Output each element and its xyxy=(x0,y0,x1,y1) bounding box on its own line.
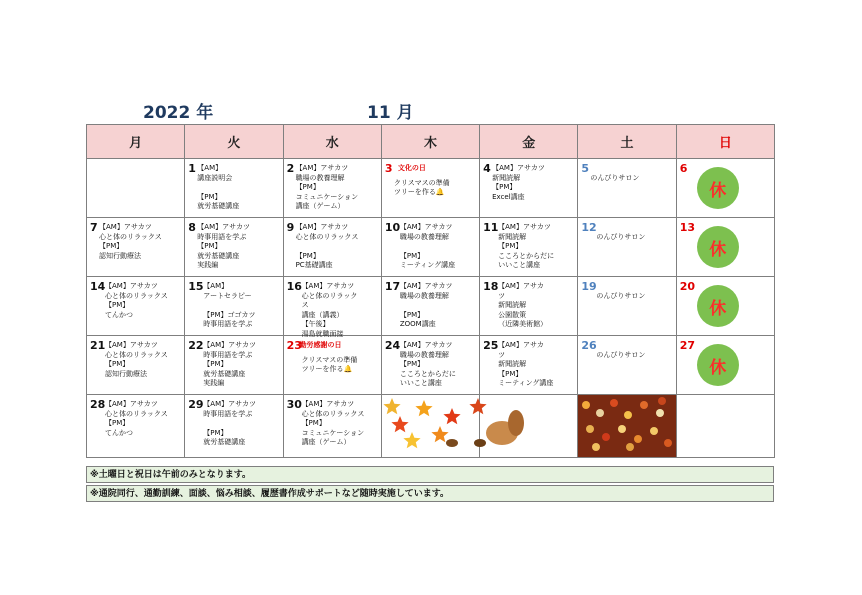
day-number: 27 xyxy=(679,339,695,352)
day-events: 【AM】アサカツ 職場の教養理解 【PM】 こころとからだに いいこと講座 xyxy=(399,341,456,387)
day-events: 【AM】アサカツ 心と体のリラックス 【PM】 PC基礎講座 xyxy=(295,223,359,269)
day-events: 【AM】アサカツ 時事用語を学ぶ 【PM】 就労基礎講座 実践編 xyxy=(203,341,256,387)
day-cell xyxy=(185,218,283,277)
weekday-thu: 木 xyxy=(381,125,479,159)
maple-leaf xyxy=(443,408,460,424)
pattern-dot xyxy=(610,399,618,407)
weekday-wed: 水 xyxy=(283,125,381,159)
day-number: 23 xyxy=(286,339,302,352)
maple-leaf xyxy=(431,426,448,442)
day-cell xyxy=(283,159,381,218)
day-number: 12 xyxy=(581,221,597,234)
day-events: 【AM】アサカツ 新聞読解 【PM】 Excel講座 xyxy=(492,164,545,201)
weekday-sat: 土 xyxy=(578,125,676,159)
day-number: 5 xyxy=(581,162,590,175)
autumn-pattern-illustration xyxy=(578,395,674,453)
weekday-header-row xyxy=(87,125,775,159)
day-cell xyxy=(87,159,185,218)
week-row xyxy=(87,336,775,395)
day-events: 【AM】アサカツ 心と体のリラックス 【PM】 コミュニケーション 講座（ゲーム） xyxy=(301,400,365,446)
maple-leaf xyxy=(391,416,408,432)
day-events: 【AM】アサカツ 心と体のリラックス 【PM】 てんかつ xyxy=(105,400,168,437)
day-cell xyxy=(283,218,381,277)
day-events: 【AM】アサカツ 新聞読解 【PM】 こころとからだに いいこと講座 xyxy=(498,223,555,269)
day-number: 17 xyxy=(384,280,401,293)
day-events: のんびりサロン xyxy=(596,291,646,300)
day-number: 13 xyxy=(679,221,695,234)
day-cell xyxy=(480,336,578,395)
day-number: 26 xyxy=(581,339,597,352)
day-cell xyxy=(185,277,283,336)
day-events: 【AM】アサカツ 職場の教養理解 【PM】 コミュニケーション 講座（ゲーム） xyxy=(295,164,359,210)
pattern-dot xyxy=(664,439,672,447)
day-number: 18 xyxy=(483,280,499,293)
day-cell xyxy=(480,218,578,277)
pattern-dot xyxy=(656,409,664,417)
day-number: 2 xyxy=(286,162,295,175)
day-cell xyxy=(480,159,578,218)
day-number: 21 xyxy=(90,339,106,352)
pattern-dot xyxy=(650,427,658,435)
rest-day-badge: 休 xyxy=(697,344,739,386)
day-events: のんびりサロン xyxy=(596,232,646,241)
day-cell xyxy=(480,277,578,336)
day-events: 【AM】 アートセラピー 【PM】ゴゴカツ 時事用語を学ぶ xyxy=(203,282,256,328)
maple-leaf xyxy=(383,398,400,414)
day-cell xyxy=(381,159,479,218)
day-number: 19 xyxy=(581,280,597,293)
day-cell xyxy=(578,336,676,395)
day-number: 14 xyxy=(90,280,106,293)
day-cell xyxy=(676,218,774,277)
day-cell xyxy=(381,218,479,277)
day-number: 11 xyxy=(483,221,499,234)
day-cell xyxy=(480,395,578,458)
maple-leaf xyxy=(415,400,432,416)
week-row xyxy=(87,218,775,277)
day-events: 【AM】アサカ ツ 新聞読解 公園散策 （近隣美術館） xyxy=(498,282,548,328)
day-events: クリスマスの準備 ツリーを作る🔔 xyxy=(301,355,358,373)
day-events: 【AM】アサカツ 職場の教養理解 【PM】 ミーティング講座 xyxy=(399,223,456,269)
day-cell xyxy=(283,395,381,458)
acorn xyxy=(446,439,458,447)
maple-leaf xyxy=(403,432,420,448)
day-number: 1 xyxy=(188,162,196,175)
holiday-name: 勤労感謝の日 xyxy=(299,341,342,349)
day-events: 【AM】アサカツ 心と体のリラックス 【PM】 認知行動療法 xyxy=(105,341,168,378)
day-cell xyxy=(578,277,676,336)
day-cell xyxy=(283,277,381,336)
weekday-sun: 日 xyxy=(676,125,774,159)
pattern-dot xyxy=(640,401,648,409)
day-cell xyxy=(676,277,774,336)
calendar-body xyxy=(87,159,775,458)
day-cell xyxy=(381,277,479,336)
day-number: 7 xyxy=(90,221,98,234)
pattern-dot xyxy=(618,425,626,433)
day-events: 【AM】アサカ ツ 新聞読解 【PM】 ミーティング講座 xyxy=(498,341,554,387)
calendar-table xyxy=(86,124,775,458)
day-number: 9 xyxy=(286,221,295,234)
pattern-dot xyxy=(582,401,590,409)
day-cell xyxy=(676,159,774,218)
note-support-services: ※通院同行、通勤訓練、面談、悩み相談、履歴書作成サポートなど随時実施しています。 xyxy=(86,485,774,502)
day-events: 【AM】アサカツ 心と体のリラックス 【PM】 てんかつ xyxy=(105,282,168,319)
day-number: 29 xyxy=(188,398,204,411)
holiday-name: 文化の日 xyxy=(397,164,426,172)
day-cell xyxy=(283,336,381,395)
pattern-dot xyxy=(596,409,604,417)
day-cell xyxy=(578,218,676,277)
day-number: 30 xyxy=(286,398,302,411)
day-number: 8 xyxy=(188,221,196,234)
weekday-fri: 金 xyxy=(480,125,578,159)
day-events: のんびりサロン xyxy=(596,350,646,359)
week-row xyxy=(87,277,775,336)
week-row xyxy=(87,159,775,218)
day-cell xyxy=(381,395,479,458)
day-cell xyxy=(87,395,185,458)
day-cell xyxy=(185,395,283,458)
day-events: 【AM】アサカツ 心と体のリラック ス 講座（講義） 【午後】 湯島就職面接 xyxy=(301,282,358,338)
pattern-dot xyxy=(626,443,634,451)
day-number: 28 xyxy=(90,398,106,411)
day-cell xyxy=(87,218,185,277)
day-cell xyxy=(578,159,676,218)
day-cell xyxy=(578,395,676,458)
year-title: 2022 年 xyxy=(143,103,214,123)
day-number: 22 xyxy=(188,339,204,352)
pattern-dot xyxy=(602,433,610,441)
day-number: 3 xyxy=(384,162,393,175)
pattern-dot xyxy=(634,435,642,443)
month-title: 11 月 xyxy=(367,103,414,123)
day-number: 25 xyxy=(483,339,499,352)
day-events: のんびりサロン xyxy=(590,173,640,182)
day-cell xyxy=(87,277,185,336)
weekday-tue: 火 xyxy=(185,125,283,159)
day-number: 10 xyxy=(384,221,401,234)
day-cell xyxy=(676,336,774,395)
rest-day-badge: 休 xyxy=(697,226,739,268)
pattern-dot xyxy=(624,411,632,419)
weekday-mon: 月 xyxy=(87,125,185,159)
rest-day-badge: 休 xyxy=(697,167,739,209)
pattern-dot xyxy=(658,397,666,405)
day-events: クリスマスの準備 ツリーを作る🔔 xyxy=(393,178,450,196)
day-cell xyxy=(185,336,283,395)
day-number: 4 xyxy=(483,162,491,175)
day-cell xyxy=(381,336,479,395)
day-events: 【AM】アサカツ 心と体のリラックス 【PM】 認知行動療法 xyxy=(99,223,162,260)
day-number: 15 xyxy=(188,280,204,293)
note-saturday-holiday: ※土曜日と祝日は午前のみとなります。 xyxy=(86,466,774,483)
day-number: 6 xyxy=(679,162,688,175)
day-number: 20 xyxy=(679,280,695,293)
week-row xyxy=(87,395,775,458)
day-number: 24 xyxy=(384,339,401,352)
pattern-dot xyxy=(586,425,594,433)
rest-day-badge: 休 xyxy=(697,285,739,327)
day-cell xyxy=(676,395,774,458)
day-cell xyxy=(87,336,185,395)
day-cell xyxy=(185,159,283,218)
day-events: 【AM】アサカツ 時事用語を学ぶ 【PM】 就労基礎講座 xyxy=(203,400,256,446)
pattern-dot xyxy=(592,443,600,451)
day-events: 【AM】アサカツ 時事用語を学ぶ 【PM】 就労基礎講座 実践編 xyxy=(197,223,250,269)
day-events: 【AM】アサカツ 職場の教養理解 【PM】 ZOOM講座 xyxy=(399,282,453,328)
day-events: 【AM】 講座説明会 【PM】 就労基礎講座 xyxy=(197,164,240,210)
day-number: 16 xyxy=(286,280,302,293)
